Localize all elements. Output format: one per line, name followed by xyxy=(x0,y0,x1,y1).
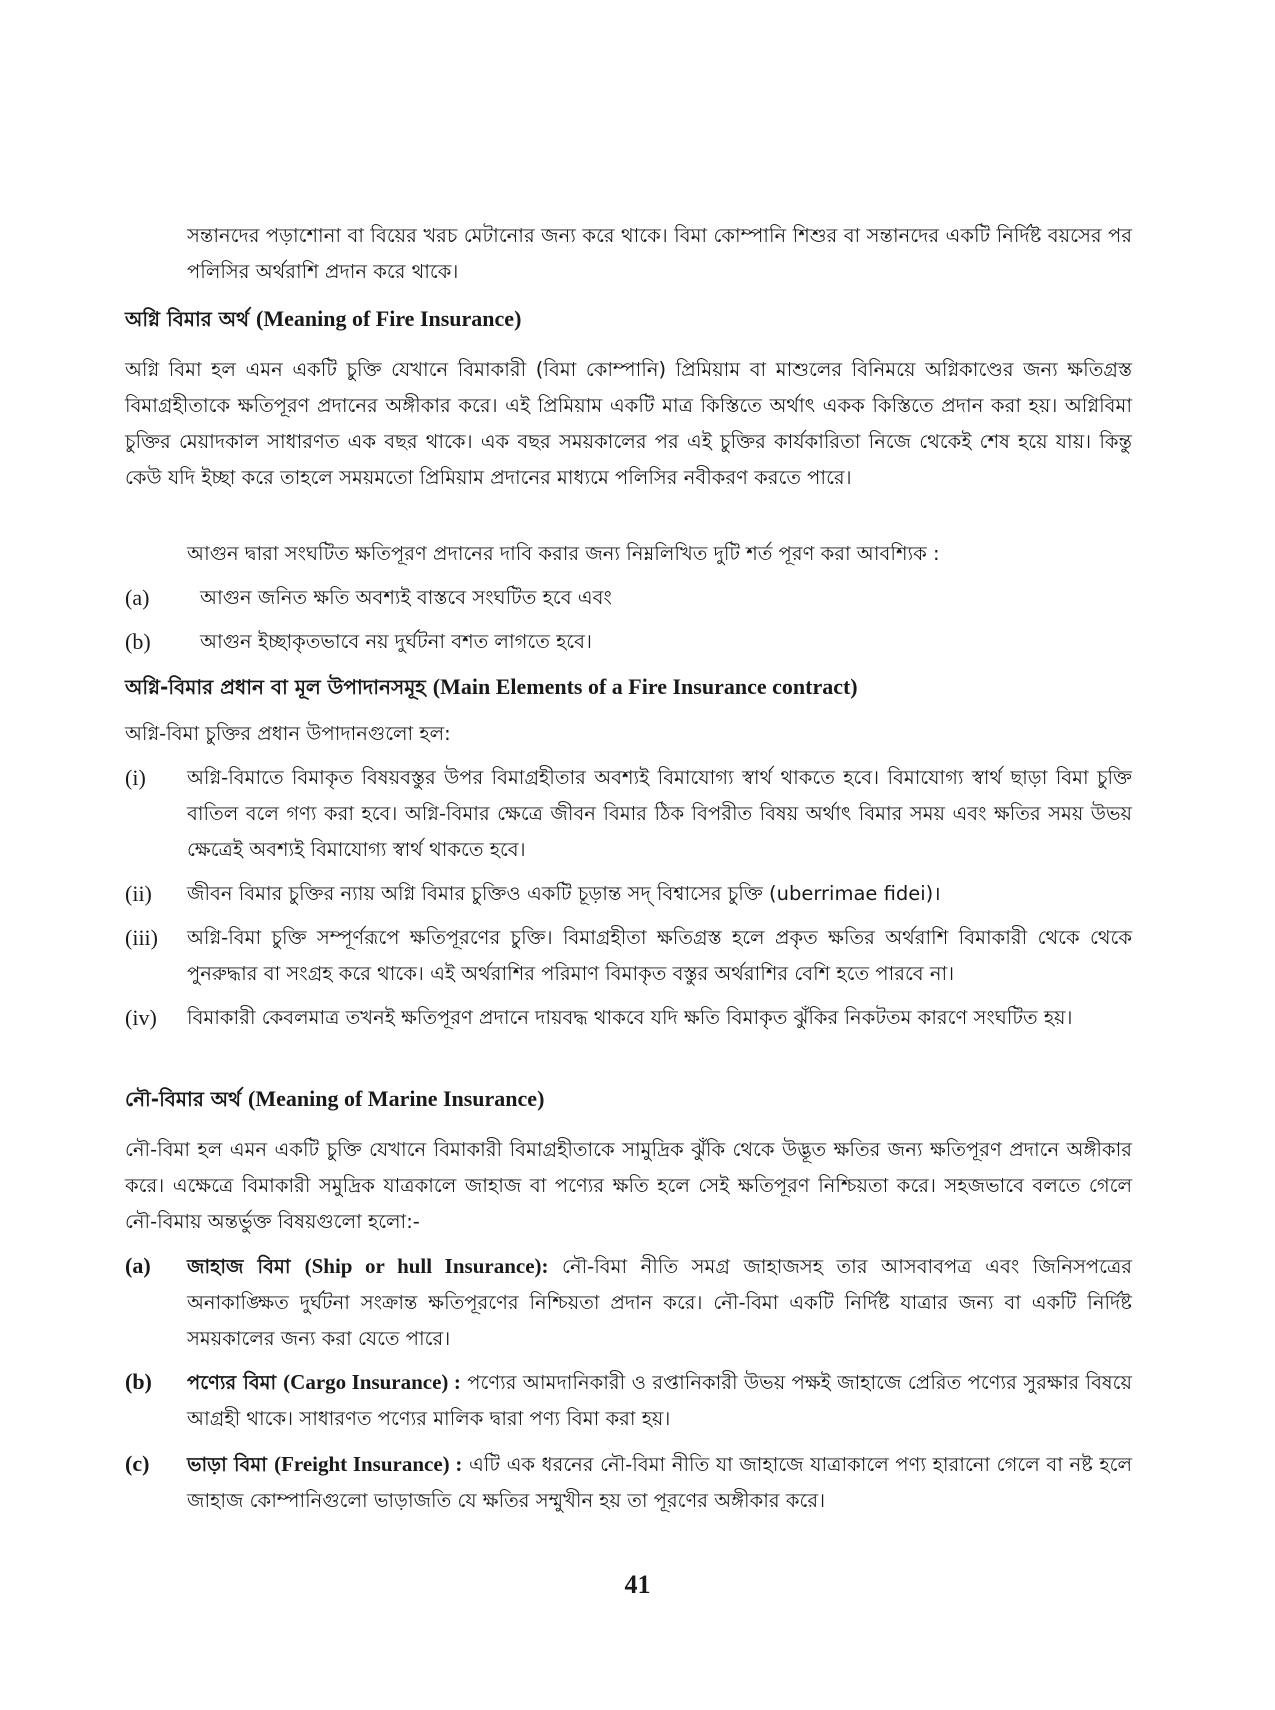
list-item xyxy=(125,1364,1132,1437)
intro-paragraph: সন্তানদের পড়াশোনা বা বিয়ের খরচ মেটানোর জন্য করে থাকে। বিমা কোম্পানি শিশুর বা সন্তানদের একটি নির্দিষ্ট বয়সের পর পলিসির অর্থরাশি প্রদান করে থাকে। xyxy=(187,224,1132,283)
elements-heading xyxy=(125,672,1135,702)
list-item xyxy=(125,580,1132,616)
list-item xyxy=(125,1248,1132,1357)
list-item-text: জীবন বিমার চুক্তির ন্যায় অগ্নি বিমার চুক্তিও একটি চূড়ান্ত সদ্ বিশ্বাসের চুক্তি (uberrimae fidei)। xyxy=(187,882,941,905)
list-item-text: আগুন ইচ্ছাকৃতভাবে নয় দুর্ঘটনা বশত লাগতে হবে। xyxy=(200,630,592,653)
term-en: (Ship or hull Insurance): xyxy=(304,1254,549,1278)
term-en: (Freight Insurance) : xyxy=(274,1452,463,1476)
fire-conditions-intro-block xyxy=(187,536,1132,572)
list-item-term xyxy=(187,1255,549,1278)
list-item-description: নৌ-বিমা নীতি সমগ্র জাহাজসহ তার আসবাবপত্র এবং জিনিসপত্রের অনাকাঙ্ক্ষিত দুর্ঘটনা সংক্রান্ত ক্ষতিপূরণের নিশ্চিয়তা প্রদান করে। নৌ-বিমা একটি নির্দিষ্ট যাত্রার জন্য বা একটি নির্দিষ্ট সময়কালের জন্য করা যেতে পারে। xyxy=(187,1255,1133,1350)
term-bn: পণ্যের বিমা xyxy=(187,1371,277,1394)
elements-heading-en: (Main Elements of a Fire Insurance contract) xyxy=(432,674,858,699)
list-marker: (c) xyxy=(125,1451,150,1476)
list-item xyxy=(125,1446,1132,1519)
marine-heading-bn: নৌ-বিমার অর্থ xyxy=(125,1087,242,1111)
fire-heading xyxy=(125,304,1135,334)
list-item-term xyxy=(187,1453,462,1476)
intro-paragraph-block xyxy=(187,218,1132,290)
marine-heading xyxy=(125,1084,1135,1114)
fire-heading-bn: অগ্নি বিমার অর্থ xyxy=(125,307,250,331)
list-marker: (b) xyxy=(125,1369,152,1394)
term-bn: ভাড়া বিমা xyxy=(187,1453,267,1476)
fire-paragraph: অগ্নি বিমা হল এমন একটি চুক্তি যেখানে বিমাকারী (বিমা কোম্পানি) প্রিমিয়াম বা মাশুলের বিনিময়ে অগ্নিকাণ্ডের জন্য ক্ষতিগ্রস্ত বিমাগ্রহীতাকে ক্ষতিপূরণ প্রদানের অঙ্গীকার করে। এই প্রিমিয়াম একটি মাত্র কিস্তিতে অর্থাৎ একক কিস্তিতে প্রদান করা হয়। অগ্নিবিমা চুক্তির মেয়াদকাল সাধারণত এক বছর থাকে। এক বছর সময়কালের পর এই চুক্তির কার্যকারিতা নিজে থেকেই শেষ হয়ে যায়। কিন্তু কেউ যদি ইচ্ছা করে তাহলে সময়মতো প্রিমিয়াম প্রদানের মাধ্যমে পলিসির নবীকরণ করতে পারে। xyxy=(125,358,1132,489)
page-number: 41 xyxy=(624,1570,651,1599)
list-marker: (iii) xyxy=(125,925,158,950)
list-item xyxy=(125,876,1132,912)
fire-paragraph-block xyxy=(125,352,1132,496)
list-marker: (a) xyxy=(125,585,150,610)
list-item-description: পণ্যের আমদানিকারী ও রপ্তানিকারী উভয় পক্ষই জাহাজে প্রেরিত পণ্যের সুরক্ষার বিষয়ে আগ্রহী থাকে। সাধারণত পণ্যের মালিক দ্বারা পণ্য বিমা করা হয়। xyxy=(187,1371,1133,1430)
list-item-description: এটি এক ধরনের নৌ-বিমা নীতি যা জাহাজে যাত্রাকালে পণ্য হারানো গেলে বা নষ্ট হলে জাহাজ কোম্পানিগুলো ভাড়াজতি যে ক্ষতির সম্মুখীন হয় তা পূরণের অঙ্গীকার করে। xyxy=(187,1453,1133,1512)
list-marker: (i) xyxy=(125,765,146,790)
list-item-term xyxy=(187,1371,461,1394)
term-bn: জাহাজ বিমা xyxy=(187,1255,291,1278)
list-item-text xyxy=(187,1364,1132,1437)
term-en: (Cargo Insurance) : xyxy=(283,1370,461,1394)
list-item xyxy=(125,1000,1132,1036)
list-item-text xyxy=(187,1446,1132,1519)
list-item-text xyxy=(187,1248,1132,1357)
elements-heading-bn: অগ্নি-বিমার প্রধান বা মূল উপাদানসমূহ xyxy=(125,675,426,699)
list-item-text: অগ্নি-বিমা চুক্তি সম্পূর্ণরূপে ক্ষতিপূরণের চুক্তি। বিমাগ্রহীতা ক্ষতিগ্রস্ত হলে প্রকৃত ক্ষতির অর্থরাশি বিমাকারী থেকে থেকে পুনরুদ্ধার বা সংগ্রহ করে থাকে। এই অর্থরাশির পরিমাণ বিমাকৃত বস্তুর অর্থরাশির বেশি হতে পারবে না। xyxy=(187,926,1132,985)
fire-conditions-intro: আগুন দ্বারা সংঘটিত ক্ষতিপূরণ প্রদানের দাবি করার জন্য নিম্নলিখিত দুটি শর্ত পূরণ করা আবশ্যিক : xyxy=(187,542,940,565)
list-item xyxy=(125,760,1132,868)
list-marker: (iv) xyxy=(125,1005,157,1030)
list-marker: (a) xyxy=(125,1253,151,1278)
marine-heading-en: (Meaning of Marine Insurance) xyxy=(248,1086,545,1111)
marine-paragraph-block xyxy=(125,1132,1132,1240)
elements-intro: অগ্নি-বিমা চুক্তির প্রধান উপাদানগুলো হল: xyxy=(125,722,451,745)
list-item-text: আগুন জনিত ক্ষতি অবশ্যই বাস্তবে সংঘটিত হবে এবং xyxy=(200,586,612,609)
list-marker: (b) xyxy=(125,629,151,654)
list-item-text: অগ্নি-বিমাতে বিমাকৃত বিষয়বস্তুর উপর বিমাগ্রহীতার অবশ্যই বিমাযোগ্য স্বার্থ থাকতে হবে। বিমাযোগ্য স্বার্থ ছাড়া বিমা চুক্তি বাতিল বলে গণ্য করা হবে। অগ্নি-বিমার ক্ষেত্রে জীবন বিমার ঠিক বিপরীত বিষয় অর্থাৎ বিমার সময় এবং ক্ষতির সময় উভয় ক্ষেত্রেই অবশ্যই বিমাযোগ্য স্বার্থ থাকতে হবে। xyxy=(187,766,1132,861)
list-item xyxy=(125,920,1132,992)
elements-intro-block xyxy=(125,716,1132,752)
list-marker: (ii) xyxy=(125,881,152,906)
list-item-text: বিমাকারী কেবলমাত্র তখনই ক্ষতিপূরণ প্রদানে দায়বদ্ধ থাকবে যদি ক্ষতি বিমাকৃত ঝুঁকির নিকটতম কারণে সংঘটিত হয়। xyxy=(187,1006,1073,1029)
fire-heading-en: (Meaning of Fire Insurance) xyxy=(256,306,522,331)
list-item xyxy=(125,624,1132,660)
marine-paragraph: নৌ-বিমা হল এমন একটি চুক্তি যেখানে বিমাকারী বিমাগ্রহীতাকে সামুদ্রিক ঝুঁকি থেকে উদ্ভূত ক্ষতির জন্য ক্ষতিপূরণ প্রদানে অঙ্গীকার করে। এক্ষেত্রে বিমাকারী সমুদ্রিক যাত্রকালে জাহাজ বা পণ্যের ক্ষতি হলে সেই ক্ষতিপূরণ নিশ্চিয়তা করে। সহজভাবে বলতে গেলে নৌ-বিমায় অন্তর্ভুক্ত বিষয়গুলো হলো:- xyxy=(125,1138,1132,1233)
